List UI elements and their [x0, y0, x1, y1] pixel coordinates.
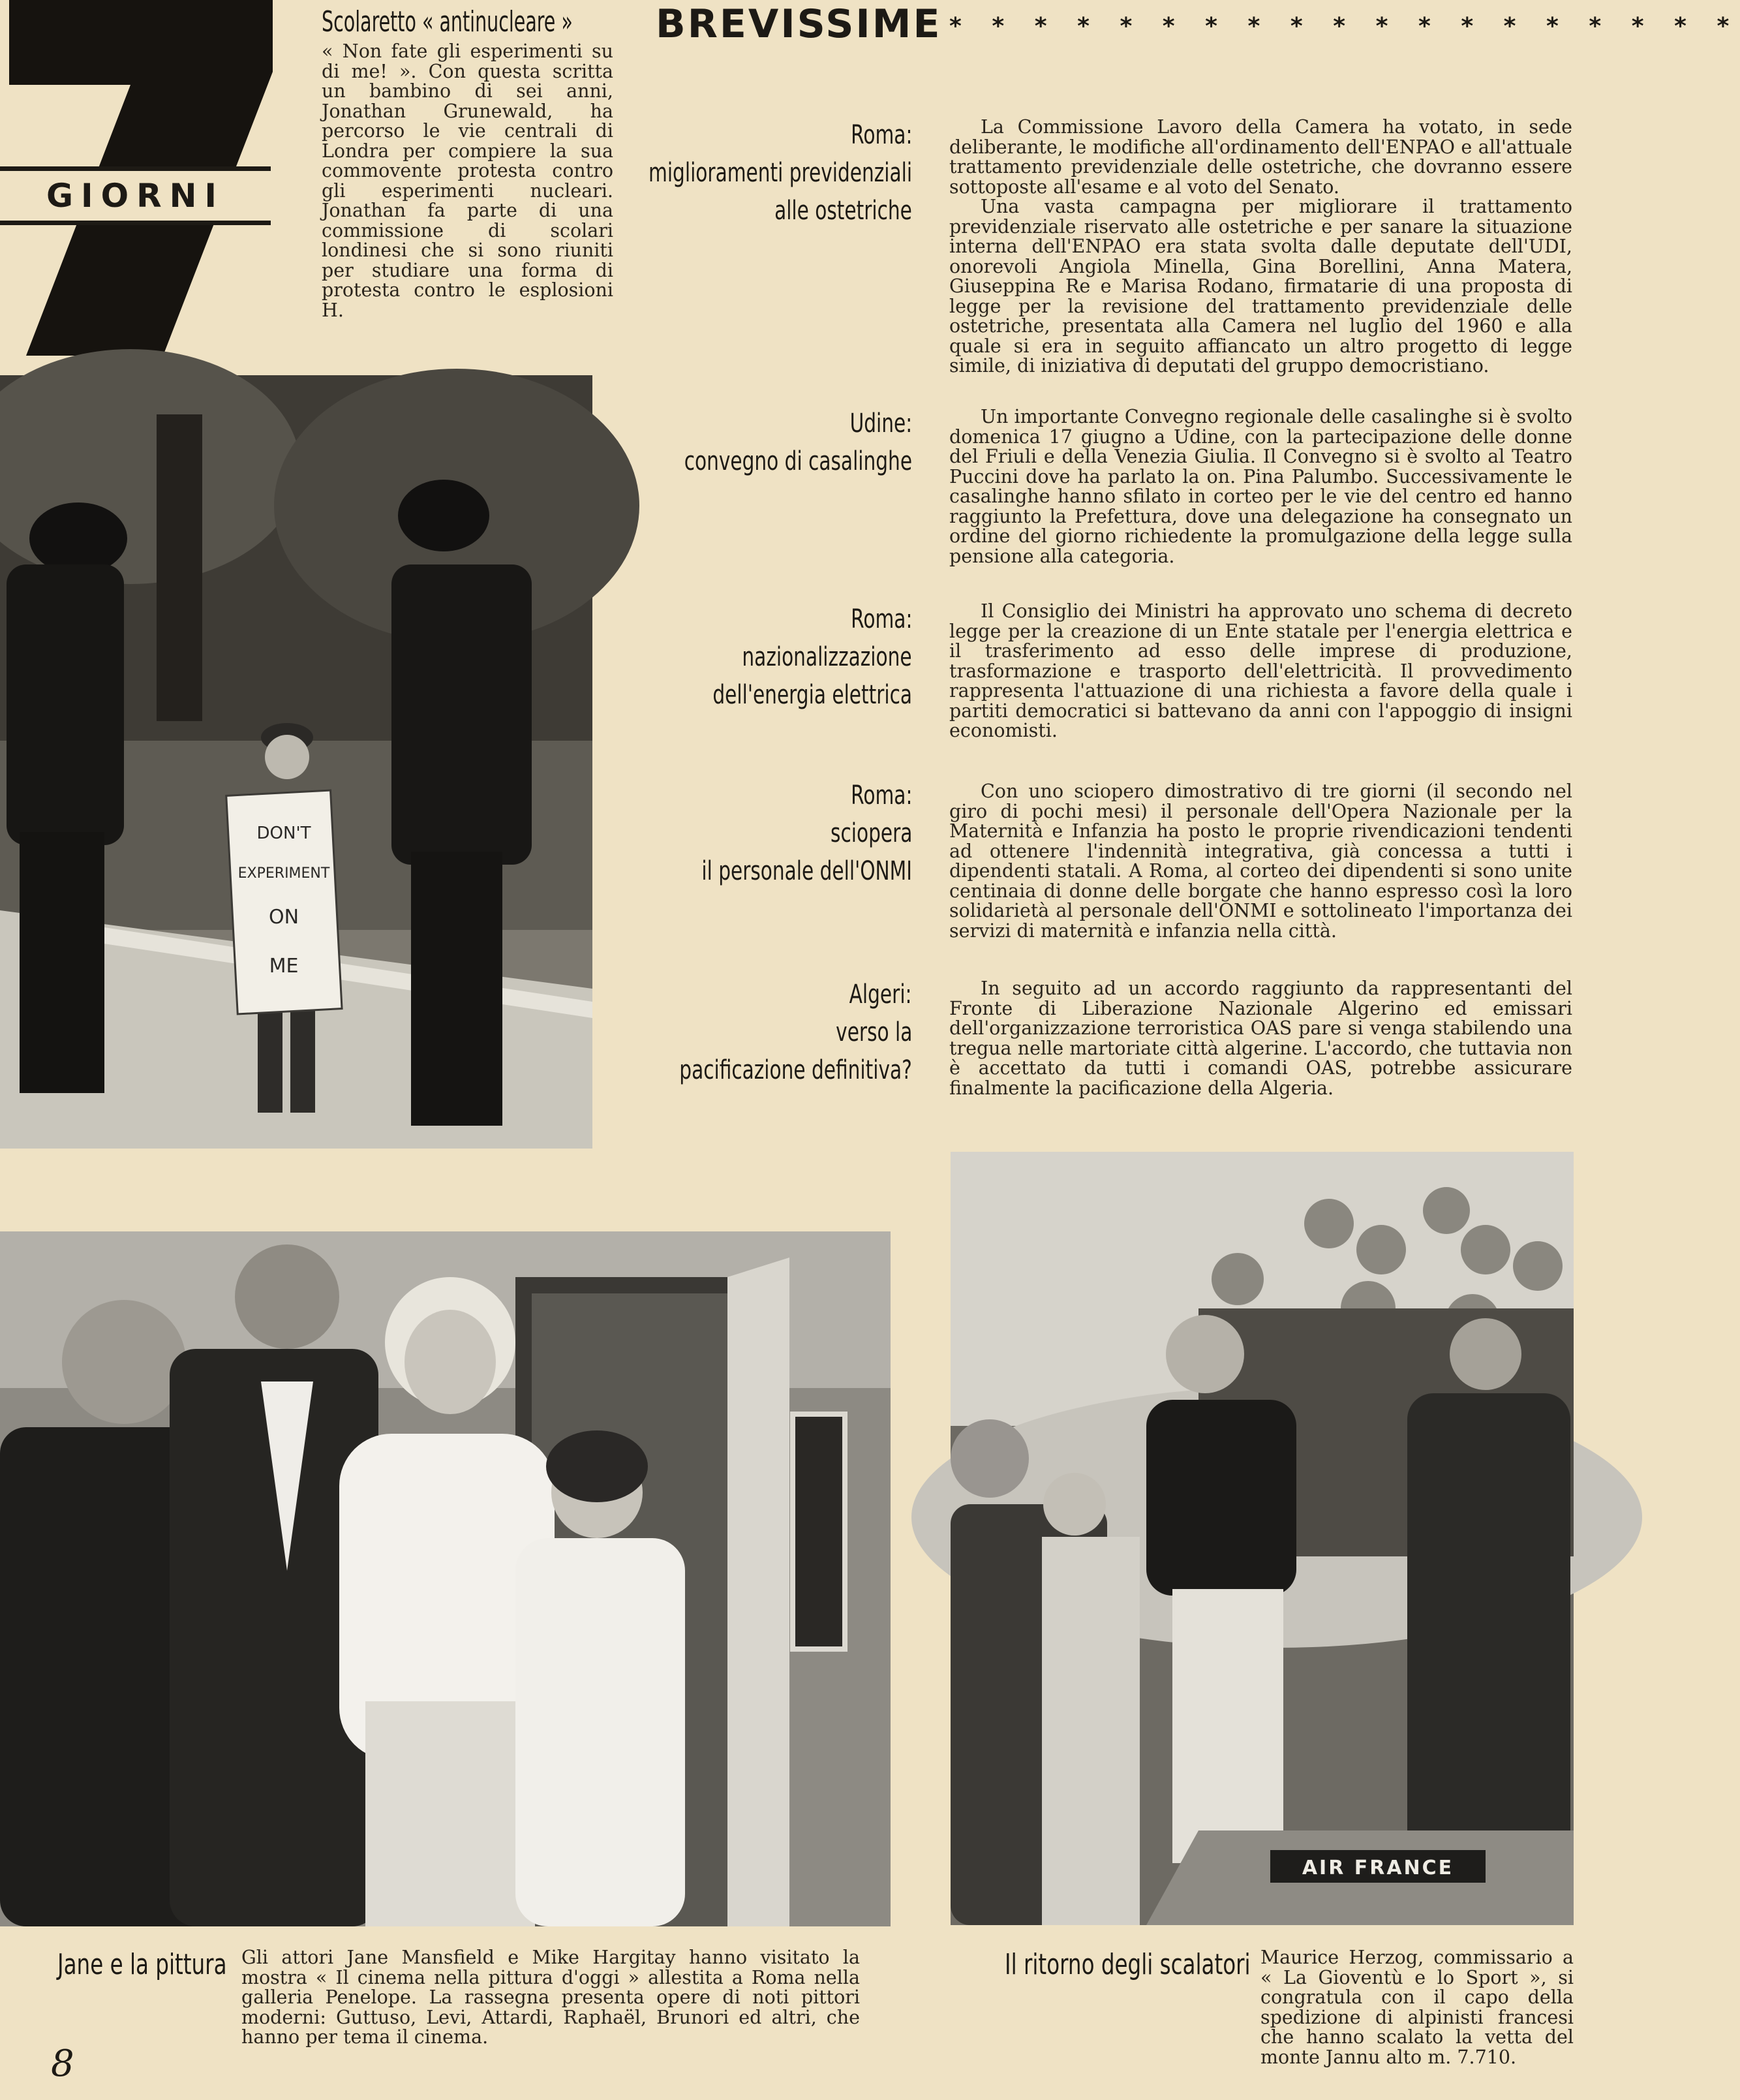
- air-france-sign: AIR FRANCE: [1302, 1857, 1454, 1879]
- item-body-3: Il Consiglio dei Ministri ha approvato uno schema di decreto legge per la creazione di un Ente statale per l'energia elettrica e il trasferimento ad esso delle imprese di produzione, trasformazione e trasporto dell'elettricità. Il provvedimento rappresenta l'attuazione di una richiesta a favore della quale i partiti democratici si battevano da anni con l'appoggio di insigni economisti.: [949, 600, 1572, 741]
- item-body-4: Con uno sciopero dimostrativo di tre giorni (il secondo nel giro di pochi mesi) il personale dell'Opera Nazionale per la Maternità e Infanzia ha posto le proprie rivendicazioni tendenti ad ottenere l'indennità integrativa, già concessa a tutti i dipendenti statali. A Roma, al corteo dei dipendenti si sono unite centinaia di donne delle borgate che hanno espresso così la loro solidarietà al personale dell'ONMI e sottolineato l'importanza dei servizi di maternità e infanzia nella città.: [949, 780, 1572, 942]
- page-number: 8: [51, 2043, 74, 2085]
- item-head-4: Roma: sciopera il personale dell'ONMI: [701, 780, 912, 886]
- photo-mansfield-gallery: [0, 1231, 891, 1926]
- item-head-1: Roma: miglioramenti previdenziali alle ostetriche: [648, 120, 912, 226]
- item-body-1: La Commissione Lavoro della Camera ha votato, in sede deliberante, le modifiche all'ordinamento dell'ENPAO e all'attuale trattamento previdenziale delle ostetriche, che dovranno essere sottoposte all'esame e al voto del Senato. Una vasta campagna per migliorare il trattamento previdenziale riservato alle ostetriche e per sanare la situazione interna dell'ENPAO era stata svolta dalle deputate dell'UDI, onorevoli Angiola Minella, Gina Borellini, Anna Matera, Giuseppina Re e Marisa Rodano, firmatarie di una proposta di legge per la revisione del trattamento previdenziale delle ostetriche, presentata alla Camera nel luglio del 1960 e alla quale si era in seguito affiancato un altro progetto di legge simile, di iniziativa di deputati del gruppo democristiano.: [949, 116, 1572, 377]
- item-body-2: Un importante Convegno regionale delle casalinghe si è svolto domenica 17 giugno a Udine, con la partecipazione delle donne del Friuli e della Venezia Giulia. Il Convegno si è svolto al Teatro Puccini dove ha parlato la on. Pina Palumbo. Successivamente le casalinghe hanno sfilato in corteo per le vie del centro ed hanno raggiunto la Prefettura, dove una delegazione ha consegnato un ordine del giorno richiedente la promulgazione della legge sulla pensione alla categoria.: [949, 406, 1572, 567]
- intro-title-wrap: [322, 5, 622, 39]
- sign-line-3: ON: [268, 906, 299, 929]
- caption-1-title-wrap: [57, 1948, 253, 1981]
- photo-london-protest: [0, 375, 592, 1149]
- giorni-label: GIORNI: [0, 166, 271, 225]
- caption-2-text: Maurice Herzog, commissario a « La Gioventù e lo Sport », si congratula con il capo della spedizione di alpinisti francesi che hanno scalato la vetta del monte Jannu alto m. 7.710.: [1260, 1947, 1574, 2068]
- section-title: BREVISSIME: [656, 1, 942, 47]
- caption-1-title: Jane e la pittura: [57, 1948, 227, 1981]
- item-head-2: Udine: convegno di casalinghe: [684, 409, 912, 476]
- item-body-5: In seguito ad un accordo raggiunto da rappresentanti del Fronte di Liberazione Nazionale Algerino ed emissari dell'organizzazione terroristica OAS pare si venga stabilendo una tregua nelle martoriate città algerine. L'accordo, che tuttavia non è accettato da tutti i comandi OAS, potrebbe assicurare finalmente la pacificazione della Algeria.: [949, 978, 1572, 1099]
- section-stars: * * * * * * * * * * * * * * * * * * *: [949, 13, 1740, 40]
- sign-line-4: ME: [269, 955, 299, 978]
- item-head-5: Algeri: verso la pacificazione definitiva?: [679, 980, 912, 1085]
- sign-line-2: EXPERIMENT: [237, 865, 330, 882]
- intro-body: « Non fate gli esperimenti su di me! ». Con questa scritta un bambino di sei anni, Jonathan Grunewald, ha percorso le vie centrali di Londra per compiere la sua commovente protesta contro gli esperimenti nucleari. Jonathan fa parte di una commissione di scolari londinesi che si sono riuniti per studiare una forma di protesta contro le esplosioni H.: [322, 40, 613, 321]
- item-head-3: Roma: nazionalizzazione dell'energia elettrica: [712, 604, 912, 710]
- caption-2-title: Il ritorno degli scalatori: [1005, 1948, 1251, 1981]
- sign-line-1: DON'T: [256, 824, 311, 843]
- caption-2-title-wrap: [1005, 1948, 1251, 1981]
- photo-air-france-climbers: [951, 1152, 1574, 1925]
- intro-title: Scolaretto « antinucleare »: [322, 5, 573, 39]
- caption-1-text: Gli attori Jane Mansfield e Mike Hargitay hanno visitato la mostra « Il cinema nella pittura d'oggi » allestita a Roma nella galleria Penelope. La rassegna presenta opere di noti pittori moderni: Guttuso, Levi, Attardi, Raphaël, Brunori ed altri, che hanno per tema il cinema.: [241, 1947, 860, 2048]
